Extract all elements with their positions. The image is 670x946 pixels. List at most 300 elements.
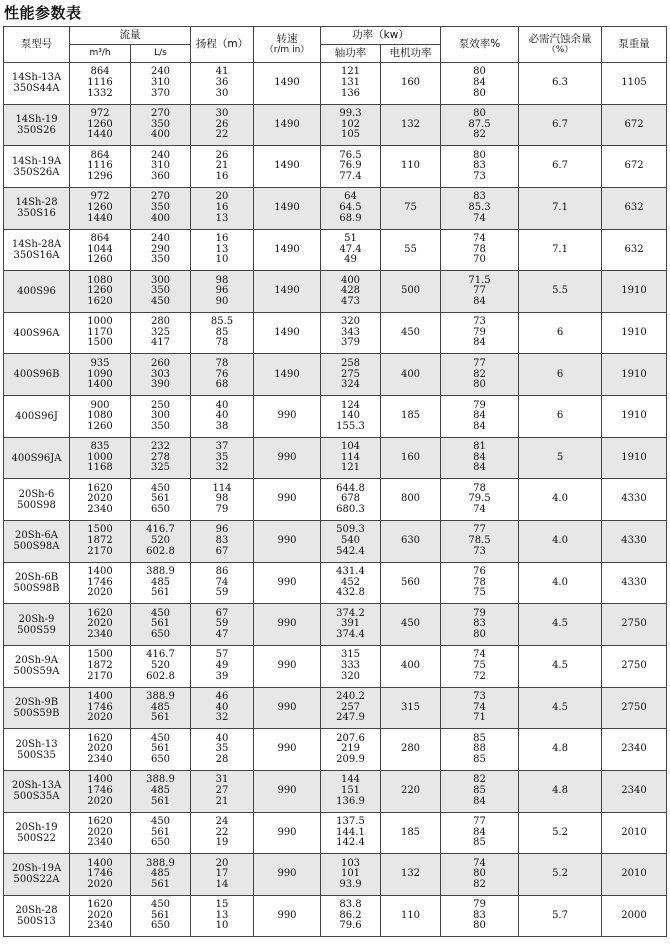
flow-ls-cell-line: 290 — [150, 243, 171, 255]
head-cell — [191, 271, 254, 313]
head-cell-line: 22 — [215, 826, 229, 838]
weight-cell: 4330 — [602, 479, 667, 521]
shaft-power-cell-line: 79.6 — [339, 920, 362, 932]
table-row — [4, 146, 667, 188]
shaft-power-cell-line: 83.8 — [339, 899, 362, 911]
head-cell-line: 20 — [215, 191, 229, 203]
weight-cell: 1910 — [602, 312, 667, 354]
efficiency-cell-line: 72 — [473, 670, 486, 682]
flow-m3h-cell-line: 864 — [90, 66, 110, 78]
motor-power-cell: 160 — [381, 437, 441, 479]
shaft-power-cell-line: 324 — [340, 379, 361, 391]
header-power: 功率（kw） — [321, 27, 441, 45]
flow-m3h-cell-line: 1746 — [87, 576, 113, 588]
weight-cell: 2000 — [602, 895, 667, 937]
flow-ls-cell — [131, 396, 191, 438]
npsh-cell: 4.5 — [519, 687, 602, 729]
efficiency-cell-line: 85.3 — [468, 201, 491, 213]
speed-cell: 1490 — [254, 104, 321, 146]
header-npsh-label: 必需汽蚀余量 — [528, 32, 592, 45]
efficiency-cell-line: 74 — [473, 232, 486, 244]
head-cell-line: 83 — [215, 535, 229, 547]
weight-cell: 1910 — [602, 396, 667, 438]
shaft-power-cell-line: 542.4 — [336, 545, 365, 557]
shaft-power-cell-line: 680.3 — [336, 504, 365, 516]
head-cell-line: 68 — [215, 379, 229, 391]
model-cell — [4, 521, 70, 563]
efficiency-cell-line: 80 — [473, 66, 486, 78]
efficiency-cell-line: 74 — [473, 212, 486, 224]
table-row — [4, 312, 667, 354]
flow-m3h-cell-line: 2340 — [87, 753, 113, 765]
model-cell-line: 14Sh-19A — [11, 155, 62, 167]
shaft-power-cell-line: 76.5 — [339, 149, 362, 161]
head-cell-line: 10 — [215, 254, 229, 266]
flow-m3h-cell — [70, 645, 131, 687]
flow-ls-cell-line: 350 — [150, 420, 171, 432]
efficiency-cell-line: 85 — [473, 732, 486, 744]
head-cell-line: 49 — [215, 659, 229, 671]
shaft-power-cell — [321, 63, 381, 105]
table-row — [4, 645, 667, 687]
flow-m3h-cell — [70, 812, 131, 854]
head-cell-line: 78 — [215, 357, 229, 369]
shaft-power-cell-line: 103 — [340, 857, 361, 869]
model-cell-line: 20Sh-19A — [11, 863, 62, 875]
flow-m3h-cell-line: 1872 — [87, 659, 113, 671]
weight-cell: 672 — [602, 146, 667, 188]
efficiency-cell-line: 83 — [473, 909, 486, 921]
motor-power-cell: 630 — [381, 521, 441, 563]
flow-ls-cell-line: 485 — [150, 701, 171, 713]
flow-m3h-cell-line: 1872 — [87, 535, 113, 547]
header-weight: 泵重量 — [602, 27, 667, 63]
head-cell-line: 15 — [215, 899, 229, 911]
head-cell-line: 26 — [215, 118, 229, 130]
shaft-power-cell-line: 391 — [340, 618, 361, 630]
flow-ls-cell-line: 485 — [150, 576, 171, 588]
npsh-cell: 6 — [519, 396, 602, 438]
flow-ls-cell — [131, 812, 191, 854]
npsh-cell: 7.1 — [519, 187, 602, 229]
header-npsh-unit: （%） — [546, 44, 574, 55]
head-cell-line: 35 — [215, 743, 229, 755]
flow-ls-cell-line: 388.9 — [146, 774, 175, 786]
flow-ls-cell-line: 650 — [150, 837, 171, 849]
head-cell — [191, 63, 254, 105]
weight-cell: 1910 — [602, 271, 667, 313]
flow-m3h-cell-line: 2020 — [87, 909, 113, 921]
flow-m3h-cell-line: 1746 — [87, 701, 113, 713]
flow-m3h-cell-line: 1116 — [87, 77, 113, 89]
motor-power-cell: 132 — [381, 104, 441, 146]
shaft-power-cell-line: 240.2 — [336, 691, 365, 703]
motor-power-cell: 185 — [381, 812, 441, 854]
table-row — [4, 562, 667, 604]
header-motor-power: 电机功率 — [381, 45, 441, 63]
head-cell-line: 76 — [215, 368, 229, 380]
flow-ls-cell — [131, 104, 191, 146]
flow-ls-cell-line: 602.8 — [146, 670, 175, 682]
flow-m3h-cell-line: 900 — [90, 399, 110, 411]
flow-ls-cell-line: 561 — [150, 826, 171, 838]
motor-power-cell: 315 — [381, 687, 441, 729]
model-cell-line: 500S59A — [13, 666, 60, 678]
head-cell-line: 17 — [215, 868, 229, 880]
efficiency-cell-line: 73 — [473, 170, 486, 182]
efficiency-cell-line: 82 — [473, 129, 486, 141]
table-row — [4, 854, 667, 896]
efficiency-cell-line: 77 — [473, 524, 486, 536]
head-cell-line: 40 — [215, 399, 229, 411]
flow-m3h-cell — [70, 396, 131, 438]
flow-ls-cell-line: 310 — [150, 77, 171, 89]
head-cell-line: 31 — [215, 774, 229, 786]
shaft-power-cell-line: 333 — [340, 659, 361, 671]
shaft-power-cell — [321, 521, 381, 563]
head-cell-line: 74 — [215, 576, 229, 588]
head-cell — [191, 895, 254, 937]
flow-ls-cell-line: 250 — [150, 399, 171, 411]
efficiency-cell-line: 80 — [473, 108, 486, 120]
header-speed — [254, 27, 321, 63]
efficiency-cell-line: 79 — [473, 399, 486, 411]
npsh-cell: 6.7 — [519, 104, 602, 146]
flow-ls-cell-line: 416.7 — [146, 524, 175, 536]
efficiency-cell-line: 84 — [473, 420, 486, 432]
speed-cell: 1490 — [254, 63, 321, 105]
efficiency-cell-line: 85 — [473, 753, 486, 765]
head-cell — [191, 604, 254, 646]
motor-power-cell: 560 — [381, 562, 441, 604]
motor-power-cell: 75 — [381, 187, 441, 229]
header-flow: 流量 — [70, 27, 191, 45]
shaft-power-cell-line: 121 — [340, 462, 361, 474]
head-cell — [191, 687, 254, 729]
flow-m3h-cell-line: 1500 — [87, 649, 113, 661]
flow-m3h-cell-line: 1260 — [87, 285, 113, 297]
efficiency-cell — [441, 229, 519, 271]
flow-ls-cell-line: 561 — [150, 909, 171, 921]
speed-cell: 990 — [254, 562, 321, 604]
shaft-power-cell-line: 343 — [340, 326, 361, 338]
shaft-power-cell-line: 379 — [340, 337, 361, 349]
efficiency-cell-line: 77 — [473, 285, 486, 297]
model-cell — [4, 271, 70, 313]
head-cell — [191, 645, 254, 687]
speed-cell: 990 — [254, 812, 321, 854]
head-cell-line: 67 — [215, 607, 229, 619]
flow-ls-cell-line: 350 — [150, 254, 171, 266]
shaft-power-cell-line: 207.6 — [336, 732, 365, 744]
flow-m3h-cell-line: 1746 — [87, 784, 113, 796]
motor-power-cell: 400 — [381, 645, 441, 687]
flow-ls-cell-line: 240 — [150, 66, 171, 78]
efficiency-cell-line: 80 — [473, 149, 486, 161]
head-cell-line: 16 — [215, 201, 229, 213]
flow-m3h-cell-line: 1620 — [87, 295, 113, 307]
model-cell-line: 20Sh-9 — [18, 613, 55, 625]
flow-ls-cell-line: 561 — [150, 878, 171, 890]
model-cell-line: 350S26 — [17, 124, 56, 136]
flow-m3h-cell-line: 2020 — [87, 618, 113, 630]
shaft-power-cell — [321, 437, 381, 479]
head-cell-line: 14 — [215, 878, 229, 890]
head-cell — [191, 812, 254, 854]
flow-m3h-cell-line: 1620 — [87, 732, 113, 744]
weight-cell: 632 — [602, 229, 667, 271]
flow-m3h-cell-line: 2340 — [87, 504, 113, 516]
flow-m3h-cell-line: 1440 — [87, 129, 113, 141]
flow-m3h-cell-line: 935 — [90, 357, 110, 369]
flow-m3h-cell-line: 1400 — [87, 857, 113, 869]
table-row — [4, 604, 667, 646]
shaft-power-cell-line: 64 — [344, 191, 357, 203]
efficiency-cell — [441, 895, 519, 937]
shaft-power-cell — [321, 229, 381, 271]
efficiency-cell-line: 84 — [473, 462, 486, 474]
flow-m3h-cell-line: 1746 — [87, 868, 113, 880]
head-cell-line: 46 — [215, 691, 229, 703]
flow-m3h-cell — [70, 271, 131, 313]
table-row — [4, 895, 667, 937]
flow-m3h-cell-line: 1500 — [87, 524, 113, 536]
model-cell — [4, 687, 70, 729]
table-row — [4, 812, 667, 854]
model-cell-line: 400S96J — [15, 410, 58, 422]
model-cell-line: 500S22 — [17, 832, 56, 844]
performance-table — [3, 26, 667, 937]
efficiency-cell-line: 78 — [473, 482, 486, 494]
speed-cell: 990 — [254, 854, 321, 896]
flow-m3h-cell-line: 2020 — [87, 795, 113, 807]
shaft-power-cell-line: 86.2 — [339, 909, 362, 921]
table-row — [4, 729, 667, 771]
npsh-cell: 4.5 — [519, 604, 602, 646]
flow-m3h-cell — [70, 770, 131, 812]
flow-m3h-cell — [70, 729, 131, 771]
flow-m3h-cell-line: 2020 — [87, 587, 113, 599]
weight-cell: 2750 — [602, 604, 667, 646]
model-cell-line: 14Sh-19 — [15, 113, 58, 125]
flow-m3h-cell-line: 835 — [90, 441, 110, 453]
flow-ls-cell-line: 240 — [150, 149, 171, 161]
flow-ls-cell-line: 650 — [150, 753, 171, 765]
flow-ls-cell-line: 485 — [150, 868, 171, 880]
model-cell-line: 20Sh-28 — [15, 905, 58, 917]
flow-m3h-cell — [70, 229, 131, 271]
model-cell-line: 350S26A — [13, 166, 60, 178]
flow-ls-cell — [131, 770, 191, 812]
model-cell-line: 20Sh-19 — [15, 821, 58, 833]
shaft-power-cell-line: 257 — [340, 701, 361, 713]
table-row — [4, 229, 667, 271]
shaft-power-cell — [321, 687, 381, 729]
efficiency-cell-line: 83 — [473, 618, 486, 630]
flow-m3h-cell — [70, 354, 131, 396]
npsh-cell: 4.0 — [519, 479, 602, 521]
head-cell-line: 114 — [212, 482, 232, 494]
model-cell — [4, 770, 70, 812]
head-cell-line: 37 — [215, 441, 229, 453]
flow-m3h-cell-line: 1400 — [87, 774, 113, 786]
flow-m3h-cell — [70, 854, 131, 896]
shaft-power-cell-line: 136.9 — [336, 795, 365, 807]
shaft-power-cell-line: 473 — [340, 295, 361, 307]
head-cell-line: 27 — [215, 784, 229, 796]
npsh-cell: 5.2 — [519, 812, 602, 854]
model-cell — [4, 354, 70, 396]
head-cell-line: 20 — [215, 857, 229, 869]
shaft-power-cell-line: 142.4 — [336, 837, 365, 849]
model-cell-line: 400S96JA — [11, 452, 62, 464]
motor-power-cell: 55 — [381, 229, 441, 271]
flow-ls-cell-line: 650 — [150, 920, 171, 932]
efficiency-cell-line: 71.5 — [468, 274, 491, 286]
table-body — [4, 63, 667, 937]
efficiency-cell-line: 73 — [473, 691, 486, 703]
speed-cell: 1490 — [254, 354, 321, 396]
header-model: 泵型号 — [4, 27, 70, 63]
shaft-power-cell-line: 315 — [340, 649, 361, 661]
motor-power-cell: 280 — [381, 729, 441, 771]
model-cell-line: 400S96 — [17, 286, 56, 298]
efficiency-cell-line: 70 — [473, 254, 486, 266]
efficiency-cell — [441, 104, 519, 146]
efficiency-cell-line: 78.5 — [468, 535, 491, 547]
flow-m3h-cell-line: 1000 — [87, 451, 113, 463]
efficiency-cell-line: 85 — [473, 784, 486, 796]
efficiency-cell-line: 74 — [473, 649, 486, 661]
shaft-power-cell-line: 47.4 — [339, 243, 362, 255]
flow-ls-cell-line: 650 — [150, 628, 171, 640]
shaft-power-cell — [321, 770, 381, 812]
head-cell-line: 79 — [215, 504, 229, 516]
efficiency-cell — [441, 396, 519, 438]
shaft-power-cell-line: 275 — [340, 368, 361, 380]
page-title: 性能参数表 — [4, 4, 82, 22]
flow-m3h-cell-line: 1400 — [87, 566, 113, 578]
shaft-power-cell-line: 209.9 — [336, 753, 365, 765]
flow-ls-cell-line: 350 — [150, 201, 171, 213]
flow-ls-cell — [131, 562, 191, 604]
npsh-cell: 5.7 — [519, 895, 602, 937]
flow-ls-cell — [131, 146, 191, 188]
head-cell — [191, 396, 254, 438]
npsh-cell: 4.8 — [519, 770, 602, 812]
header-shaft-power: 轴功率 — [321, 45, 381, 63]
head-cell-line: 16 — [215, 232, 229, 244]
flow-ls-cell-line: 400 — [150, 129, 171, 141]
flow-ls-cell-line: 370 — [150, 87, 171, 99]
model-cell-line: 20Sh-13A — [11, 780, 62, 792]
flow-ls-cell-line: 300 — [150, 274, 171, 286]
shaft-power-cell — [321, 354, 381, 396]
head-cell-line: 85 — [215, 326, 229, 338]
table-row — [4, 187, 667, 229]
npsh-cell: 6.3 — [519, 63, 602, 105]
model-cell — [4, 812, 70, 854]
flow-ls-cell — [131, 63, 191, 105]
head-cell-line: 96 — [215, 524, 229, 536]
shaft-power-cell — [321, 271, 381, 313]
head-cell — [191, 479, 254, 521]
npsh-cell: 6.7 — [519, 146, 602, 188]
flow-ls-cell — [131, 687, 191, 729]
speed-cell: 990 — [254, 604, 321, 646]
model-cell — [4, 562, 70, 604]
efficiency-cell-line: 82 — [473, 878, 486, 890]
efficiency-cell-line: 76 — [473, 566, 486, 578]
npsh-cell: 4.5 — [519, 645, 602, 687]
shaft-power-cell-line: 219 — [340, 743, 361, 755]
flow-ls-cell-line: 450 — [150, 815, 171, 827]
weight-cell: 1910 — [602, 437, 667, 479]
header-flow-m3h: m³/h — [70, 45, 131, 63]
efficiency-cell-line: 80 — [473, 628, 486, 640]
table-row — [4, 354, 667, 396]
flow-m3h-cell-line: 1440 — [87, 212, 113, 224]
head-cell-line: 96 — [215, 285, 229, 297]
table-row — [4, 396, 667, 438]
flow-m3h-cell-line: 972 — [90, 191, 110, 203]
weight-cell: 2340 — [602, 729, 667, 771]
efficiency-cell-line: 79.5 — [468, 493, 491, 505]
efficiency-cell-line: 73 — [473, 545, 486, 557]
efficiency-cell-line: 77 — [473, 815, 486, 827]
motor-power-cell: 500 — [381, 271, 441, 313]
head-cell-line: 78 — [215, 337, 229, 349]
shaft-power-cell-line: 400 — [340, 274, 361, 286]
shaft-power-cell-line: 431.4 — [336, 566, 365, 578]
shaft-power-cell-line: 320 — [340, 670, 361, 682]
model-cell — [4, 437, 70, 479]
head-cell — [191, 770, 254, 812]
head-cell — [191, 146, 254, 188]
model-cell-line: 500S22A — [13, 874, 60, 886]
shaft-power-cell-line: 105 — [340, 129, 361, 141]
shaft-power-cell-line: 678 — [340, 493, 361, 505]
head-cell-line: 30 — [215, 108, 229, 120]
shaft-power-cell-line: 77.4 — [339, 170, 362, 182]
table-row — [4, 521, 667, 563]
npsh-cell: 4.8 — [519, 729, 602, 771]
shaft-power-cell-line: 51 — [344, 232, 357, 244]
efficiency-cell-line: 82 — [473, 368, 486, 380]
flow-ls-cell-line: 561 — [150, 743, 171, 755]
shaft-power-cell-line: 374.2 — [336, 607, 365, 619]
model-cell — [4, 645, 70, 687]
flow-ls-cell-line: 390 — [150, 379, 171, 391]
flow-m3h-cell-line: 1620 — [87, 815, 113, 827]
weight-cell: 2340 — [602, 770, 667, 812]
table-row — [4, 104, 667, 146]
flow-m3h-cell-line: 1400 — [87, 379, 113, 391]
shaft-power-cell-line: 93.9 — [339, 878, 362, 890]
flow-ls-cell-line: 270 — [150, 108, 171, 120]
flow-m3h-cell-line: 2170 — [87, 545, 113, 557]
speed-cell: 1490 — [254, 187, 321, 229]
motor-power-cell: 450 — [381, 604, 441, 646]
head-cell-line: 40 — [215, 732, 229, 744]
head-cell-line: 85.5 — [210, 316, 234, 328]
speed-cell: 1490 — [254, 229, 321, 271]
head-cell-line: 98 — [215, 493, 229, 505]
efficiency-cell-line: 79 — [473, 326, 486, 338]
model-cell — [4, 229, 70, 271]
flow-ls-cell — [131, 645, 191, 687]
speed-cell: 990 — [254, 396, 321, 438]
